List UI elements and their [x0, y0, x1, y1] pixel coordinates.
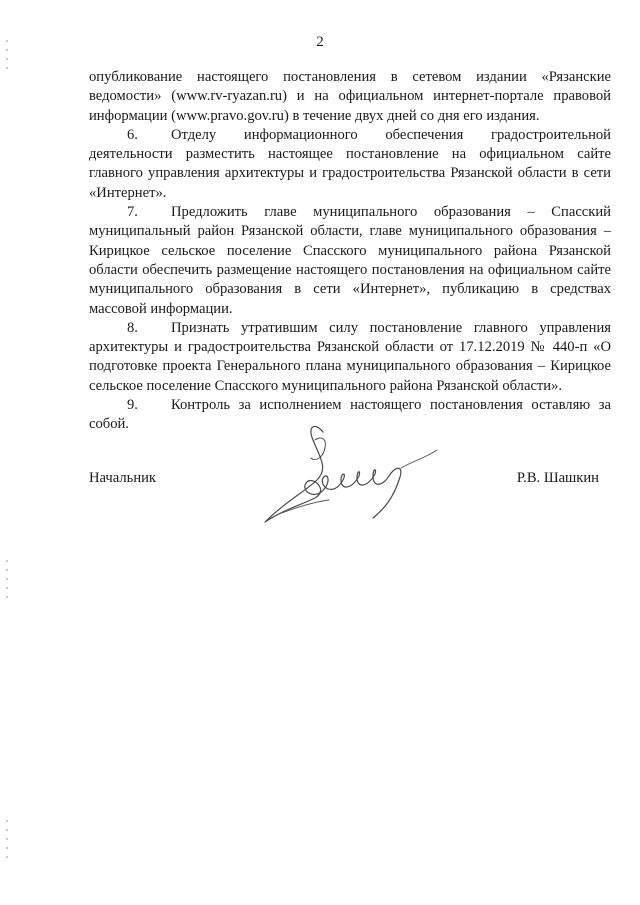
paragraph-number: 7.: [127, 204, 138, 221]
paragraph-8: [89, 319, 611, 396]
document-body: [89, 68, 611, 435]
page-number: 2: [316, 34, 324, 50]
paragraph-number: 6.: [127, 126, 138, 143]
scan-margin-marks: [6, 560, 8, 600]
signer-position: Начальник: [89, 470, 157, 486]
paragraph-7: [89, 203, 611, 319]
paragraph-number: 9.: [127, 397, 138, 414]
paragraph-text: Предложить главе муниципального образования – Спасский муниципальный район Рязанской области, главе муниципального образования – Кирицкое сельское поселение Спасского муниципального района Рязанской области обеспечить размещение настоящего постановления на официальном сайте муниципального образования в сети «Интернет», публикацию в средствах массовой информации.: [89, 204, 611, 317]
paragraph-number: 8.: [127, 319, 138, 336]
signer-name: Р.В. Шашкин: [516, 470, 599, 486]
signature-block: [89, 470, 611, 500]
paragraph-text: опубликование настоящего постановления в сетевом издании «Рязанские ведомости» (www.rv-ryazan.ru) и на официальном интернет-портале правовой информации (www.pravo.gov.ru) в течение двух дней со дня его издания.: [89, 69, 611, 124]
paragraph-continuation: [89, 68, 611, 126]
scan-margin-marks: [6, 820, 8, 860]
paragraph-text: Отделу информационного обеспечения градостроительной деятельности разместить настоящее постановление на официальном сайте главного управления архитектуры и градостроительства Рязанской области в сети «Интернет».: [89, 126, 611, 201]
paragraph-text: Признать утратившим силу постановление главного управления архитектуры и градостроительства Рязанской области от 17.12.2019 № 440-п «О подготовке проекта Генерального плана муниципального образования – Кирицкое сельское поселение Спасского муниципального района Рязанской области».: [89, 319, 611, 394]
paragraph-text: Контроль за исполнением настоящего постановления оставляю за собой.: [89, 397, 611, 433]
paragraph-6: [89, 126, 611, 203]
